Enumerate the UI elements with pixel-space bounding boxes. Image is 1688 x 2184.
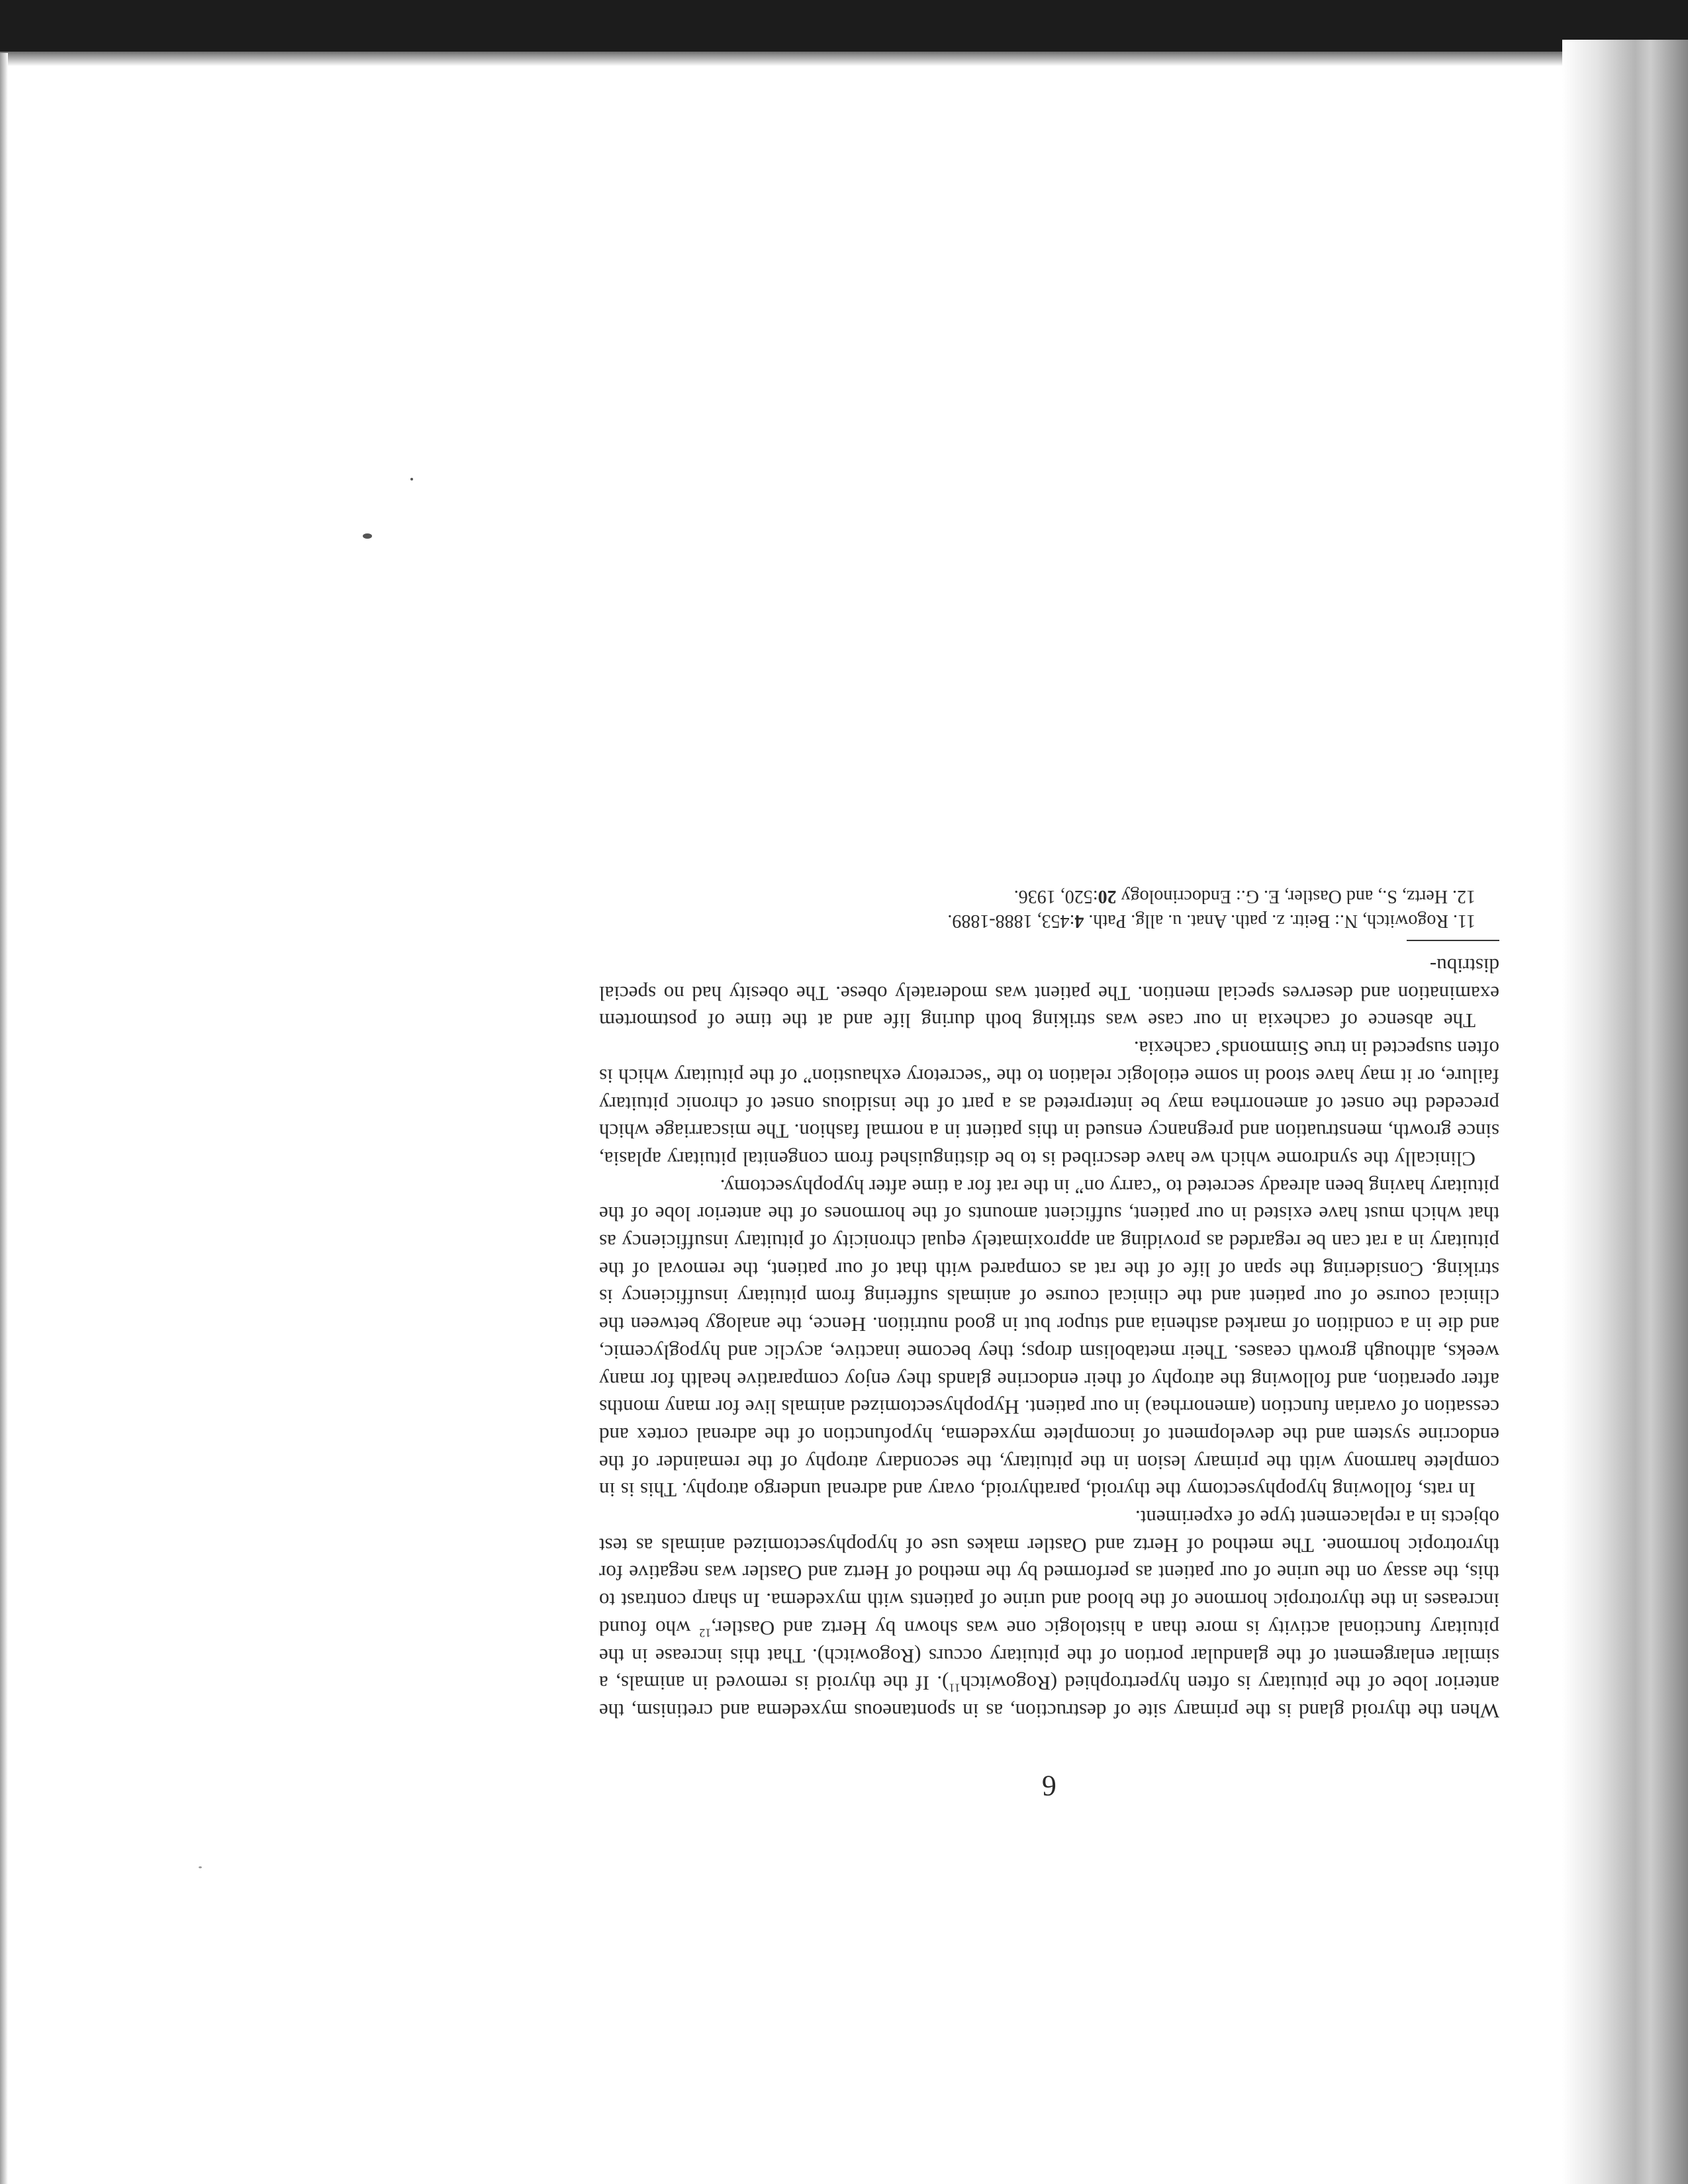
paragraph bbox=[599, 1173, 1499, 1504]
footnote-marker: 11 bbox=[949, 1681, 961, 1695]
book-binding-shadow bbox=[1562, 40, 1688, 2184]
page-content bbox=[599, 470, 1499, 1800]
page-left-edge-shadow bbox=[0, 53, 8, 2184]
footnote bbox=[599, 884, 1499, 909]
footnotes bbox=[599, 884, 1499, 933]
body-text bbox=[599, 952, 1499, 1725]
text-run: In rats, following hypophysectomy the thyroid, parathyroid, ovary and adrenal undergo atrophy. This is in complete harmony with the primary lesion in the pituitary, the secondary atrophy of the remainder of the endocrine system and the development of incomplete myxedema, hypofunction of the adrenal cortex and cessation of ovarian function (amenorrhea) in our patient. Hypophysectomized animals live for many months after operation, and following the atrophy of their endocrine glands they enjoy comparative health for many weeks, although growth ceases. Their metabolism drops; they become inactive, acyclic and hypoglycemic, and die in a condition of marked asthenia and stupor but in good nutrition. Hence, the analogy between the clinical course of our patient and the clinical course of animals suffering from pituitary insufficiency is striking. Considering the span of life of the rat as compared with that of our patient, the removal of the pituitary in a rat can be regarded as providing an approximately equal chronicity of pituitary insufficiency as that which must have existed in our patient, sufficient amounts of the hormones of the anterior lobe of the pituitary having been already secreted to “carry on” in the rat for a time after hypophysectomy. bbox=[599, 1175, 1499, 1502]
volume-number: 20 bbox=[1098, 886, 1117, 907]
volume-number: 4 bbox=[1074, 911, 1084, 932]
scanner-top-shadow bbox=[0, 0, 1688, 52]
paragraph bbox=[599, 1034, 1499, 1173]
footnote bbox=[599, 909, 1499, 933]
text-run: The absence of cachexia in our case was striking both during life and at the time of postmortem examination and deserves special mention. The patient was moderately obese. The obesity had no special distribu- bbox=[599, 954, 1499, 1033]
dust-speck bbox=[363, 533, 372, 539]
footnote-rule bbox=[1407, 940, 1499, 941]
text-run: 12. Hertz, S., and Oastler, E. G.: Endocrinology bbox=[1116, 886, 1476, 907]
text-run: :520, 1936. bbox=[1013, 886, 1098, 907]
dust-speck bbox=[410, 478, 413, 480]
text-run: 11. Rogowitch, N.: Beitr. z. path. Anat. u. allg. Path. bbox=[1084, 911, 1476, 932]
dust-speck bbox=[199, 1866, 202, 1868]
text-run: :453, 1888-1889. bbox=[947, 911, 1075, 932]
paragraph bbox=[599, 952, 1499, 1034]
text-run: When the thyroid gland is the primary site of destruction, as in spontaneous myxedema and cretinism, the anterior lobe of the pituitary is often hypertrophied (Rogowitch bbox=[599, 1672, 1499, 1723]
paragraph bbox=[599, 1504, 1499, 1725]
footnote-marker: 12 bbox=[699, 1626, 712, 1640]
text-run: Clinically the syndrome which we have described is to be distinguished from congenital pituitary aplasia, since growth, menstruation and pregnancy ensued in this patient in a normal fashion. The miscarriage which preceded the onset of amenorrhea may be interpreted as a part of the insidious onset of chronic pituitary failure, or it may have stood in some etiologic relation to the “secretory exhaustion” of the pituitary which is often suspected in true Simmonds’ cachexia. bbox=[599, 1037, 1499, 1171]
text-run: ). If the thyroid is removed in animals, a similar enlargement of the glandular portion of the pituitary occurs (Rogowitch). That this increase in the pituitary functional activity is more than a histologic one was shown by Hertz and Oastler, bbox=[599, 1616, 1499, 1696]
text-run: who found increases in the thyrotropic hormone of the blood and urine of patients with myxedema. In sharp contrast to this, the assay on the urine of our patient as performed by the method of Hertz and Oastler was negative for thyrotropic hormone. The method of Hertz and Oastler makes use of hypophysectomized animals as test objects in a replacement type of experiment. bbox=[599, 1506, 1499, 1640]
page-number: 6 bbox=[1042, 1770, 1056, 1802]
